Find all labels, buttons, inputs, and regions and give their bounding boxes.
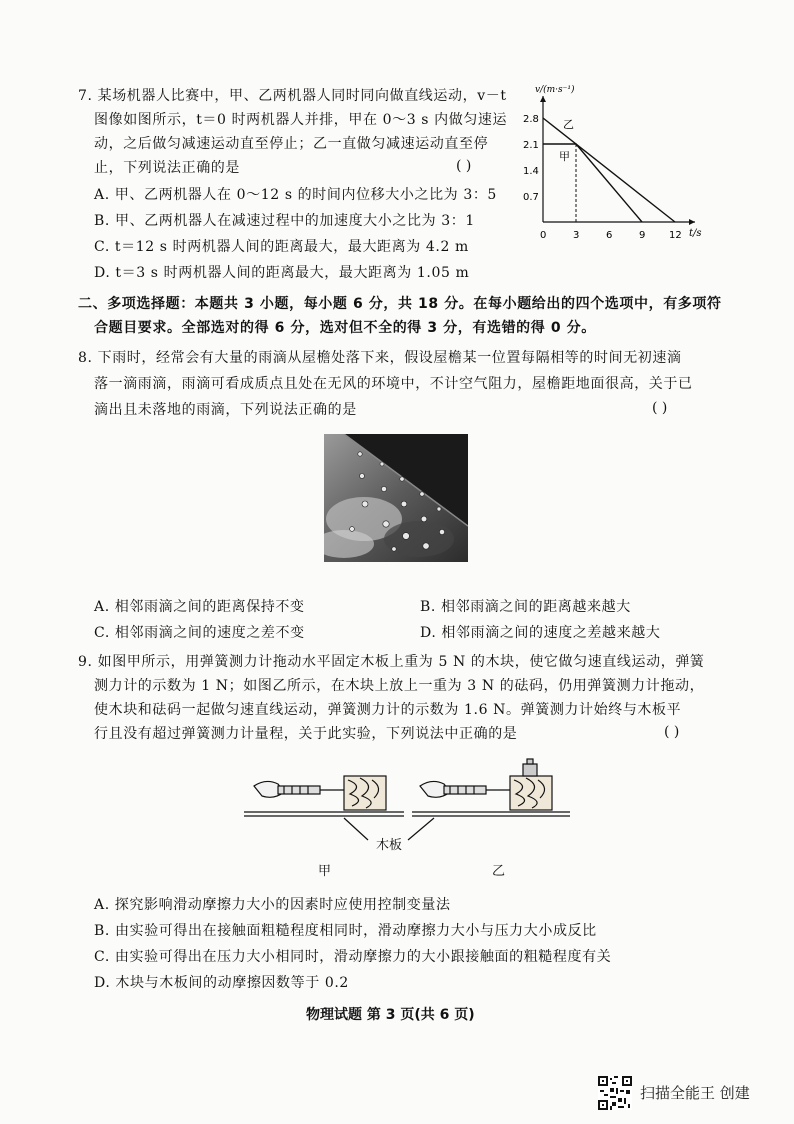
q7-stem-line-4: 止，下列说法正确的是 (94, 160, 240, 176)
scanner-watermark-text: 扫描全能王 创建 (640, 1084, 750, 1102)
q8-answer-bracket: ( ) (652, 400, 668, 416)
qr-code-icon (598, 1076, 632, 1110)
raindrops-eaves-photo (324, 434, 468, 562)
x-tick-label: 12 (669, 230, 682, 241)
series-line-yi (543, 118, 675, 222)
q8-stem-line-3: 滴出且未落地的雨滴，下列说法正确的是 (94, 402, 357, 418)
q9-stem-line-1: 9. 如图甲所示，用弹簧测力计拖动水平固定木板上重为 5 N 的木块，使它做匀速直线运动，弹簧 (78, 654, 705, 670)
q7-option-b: B. 甲、乙两机器人在减速过程中的加速度大小之比为 3：1 (94, 213, 475, 229)
page-footer: 物理试题 第 3 页(共 6 页) (306, 1007, 475, 1023)
q7-stem-line-1: 7. 某场机器人比赛中，甲、乙两机器人同时同向做直线运动，v－t (78, 88, 507, 104)
q9-option-d: D. 木块与木板间的动摩擦因数等于 0.2 (94, 975, 349, 991)
x-tick-label: 6 (606, 230, 613, 241)
figure-label-yi: 乙 (492, 864, 506, 879)
q9-stem-line-4: 行且没有超过弹簧测力计量程，关于此实验，下列说法中正确的是 (94, 726, 518, 742)
q9-stem-line-3: 使木块和砝码一起做匀速直线运动，弹簧测力计的示数为 1.6 N。弹簧测力计始终与木板平 (94, 702, 682, 718)
q8-option-b: B. 相邻雨滴之间的距离越来越大 (420, 599, 631, 615)
x-tick-label: 3 (573, 230, 580, 241)
q7-answer-bracket: ( ) (456, 158, 472, 174)
y-tick-label: 0.7 (523, 192, 539, 203)
x-tick-label: 9 (639, 230, 646, 241)
x-axis-arrow (689, 219, 695, 225)
q9-option-a: A. 探究影响滑动摩擦力大小的因素时应使用控制变量法 (94, 897, 451, 913)
y-tick-label: 1.4 (523, 166, 539, 177)
y-axis-arrow (540, 96, 546, 102)
friction-experiment-figure (244, 758, 574, 882)
y-tick-label: 2.8 (523, 114, 539, 125)
series-label-jia: 甲 (559, 150, 570, 163)
q7-stem-line-2: 图像如图所示，t＝0 时两机器人并排，甲在 0～3 s 内做匀速运 (94, 112, 508, 128)
figure-label-jia: 甲 (318, 864, 332, 879)
q9-option-b: B. 由实验可得出在接触面粗糙程度相同时，滑动摩擦力大小与压力大小成反比 (94, 923, 597, 939)
board-label: 木板 (376, 838, 403, 853)
x-axis-label: t/s (689, 228, 702, 239)
q9-option-c: C. 由实验可得出在压力大小相同时，滑动摩擦力的大小跟接触面的粗糙程度有关 (94, 949, 612, 965)
velocity-time-chart (505, 80, 715, 250)
y-axis-label: v/(m·s⁻¹) (535, 85, 575, 95)
section2-header-line-1: 二、多项选择题：本题共 3 小题，每小题 6 分，共 18 分。在每小题给出的四个选项中，有多项符 (78, 296, 722, 312)
section2-header-line-2: 合题目要求。全部选对的得 6 分，选对但不全的得 3 分，有选错的得 0 分。 (94, 320, 596, 336)
y-tick-label: 2.1 (523, 140, 539, 151)
q8-stem-line-2: 落一滴雨滴，雨滴可看成质点且处在无风的环境中，不计空气阻力，屋檐距地面很高，关于已 (94, 376, 693, 392)
q8-stem-line-1: 8. 下雨时，经常会有大量的雨滴从屋檐处落下来，假设屋檐某一位置每隔相等的时间无初速滴 (78, 350, 682, 366)
series-line-jia (543, 144, 642, 222)
x-tick-label: 0 (540, 230, 547, 241)
q7-option-c: C. t＝12 s 时两机器人间的距离最大，最大距离为 4.2 m (94, 239, 469, 255)
q8-option-a: A. 相邻雨滴之间的距离保持不变 (94, 599, 305, 615)
q8-option-d: D. 相邻雨滴之间的速度之差越来越大 (420, 625, 661, 641)
q9-answer-bracket: ( ) (664, 724, 680, 740)
q7-option-d: D. t＝3 s 时两机器人间的距离最大，最大距离为 1.05 m (94, 265, 470, 281)
q7-stem-line-3: 动，之后做匀减速运动直至停止；乙一直做匀减速运动直至停 (94, 136, 489, 152)
q8-option-c: C. 相邻雨滴之间的速度之差不变 (94, 625, 305, 641)
q9-stem-line-2: 测力计的示数为 1 N；如图乙所示，在木块上放上一重为 3 N 的砝码，仍用弹簧测力计拖动， (94, 678, 705, 694)
series-label-yi: 乙 (563, 118, 574, 131)
q7-option-a: A. 甲、乙两机器人在 0～12 s 的时间内位移大小之比为 3：5 (94, 187, 497, 203)
